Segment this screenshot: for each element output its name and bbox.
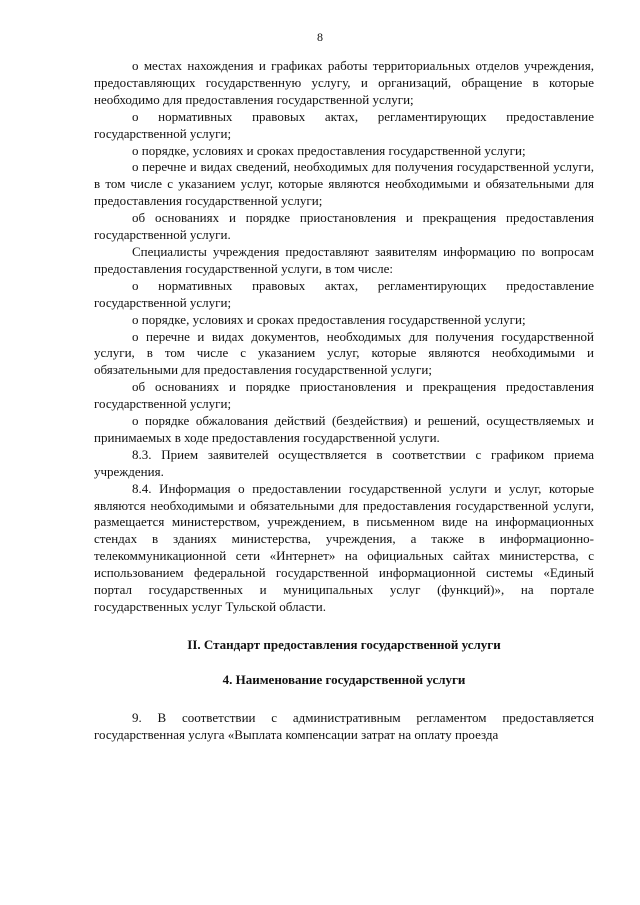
paragraph: о порядке, условиях и сроках предоставления государственной услуги;: [132, 311, 526, 327]
paragraph: о нормативных правовых актах, регламентирующих предоставление государственной услуги;: [94, 277, 594, 310]
paragraph: о нормативных правовых актах, регламентирующих предоставление государственной услуги;: [94, 108, 594, 141]
paragraph: Специалисты учреждения предоставляют заявителям информацию по вопросам предоставления государственной услуги, в том числе:: [94, 243, 594, 276]
paragraph: об основаниях и порядке приостановления и прекращения предоставления государственной услуги;: [94, 379, 594, 412]
section-heading: II. Стандарт предоставления государственной услуги: [187, 636, 501, 652]
paragraph: 8.4. Информация о предоставлении государственной услуги и услуг, которые являются необходимыми и обязательными для предоставления государственной услуги, размещается министерством, учреждением, в письменном виде на информационных стендах в зданиях министерства, учреждения, а также в информационно-телекоммуникационной сети «Интернет» на официальных сайтах министерства, с использованием федеральной государственной информационной системы «Единый портал государственных и муниципальных услуг (функций)», на портале государственных услуг Тульской области.: [94, 480, 594, 614]
spacer: [94, 654, 594, 672]
subsection-heading: 4. Наименование государственной услуги: [222, 671, 466, 687]
paragraph: о порядке, условиях и сроках предоставления государственной услуги;: [132, 142, 526, 158]
page-number: 8: [317, 30, 323, 44]
paragraph: о перечне и видах документов, необходимых для получения государственной услуги, в том числе с указанием услуг, которые являются необходимыми и обязательными для предоставления государственной услуги;: [94, 328, 594, 378]
paragraph: об основаниях и порядке приостановления и прекращения предоставления государственной услуги.: [94, 210, 594, 243]
spacer: [94, 616, 594, 637]
paragraph: о порядке обжалования действий (бездействия) и решений, осуществляемых и принимаемых в ходе предоставления государственной услуги.: [94, 413, 594, 445]
document-body: [94, 58, 594, 744]
spacer: [94, 689, 594, 710]
paragraph: 9. В соответствии с административным регламентом предоставляется государственная услуга «Выплата компенсации затрат на оплату проезда: [94, 709, 594, 742]
paragraph: о местах нахождения и графиках работы территориальных отделов учреждения, предоставляющих государственную услугу, и организаций, обращение в которые необходимо для предоставления государственной услуги;: [94, 58, 594, 107]
paragraph: 8.3. Прием заявителей осуществляется в соответствии с графиком приема учреждения.: [94, 446, 594, 479]
paragraph: о перечне и видах сведений, необходимых для получения государственной услуги, в том числе с указанием услуг, которые являются необходимыми и обязательными для предоставления государственной услуги;: [94, 159, 594, 209]
